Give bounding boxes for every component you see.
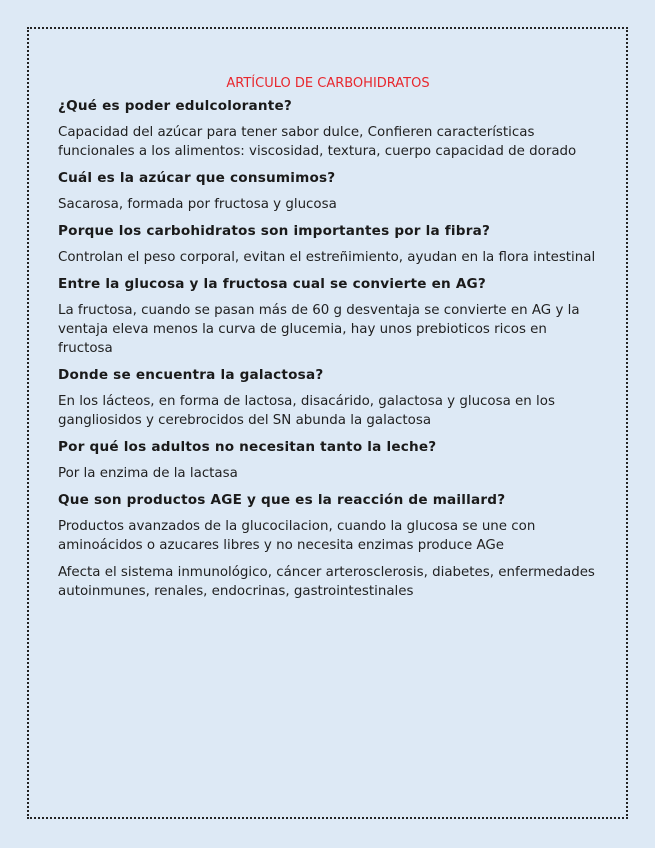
section-adults-milk: [58, 438, 598, 483]
question-heading: Entre la glucosa y la fructosa cual se convierte en AG?: [58, 276, 486, 292]
question-heading: Donde se encuentra la galactosa?: [58, 367, 324, 383]
question-heading: Porque los carbohidratos son importantes por la fibra?: [58, 223, 491, 239]
answer-paragraph: Controlan el peso corporal, evitan el estreñimiento, ayudan en la flora intestinal: [58, 250, 596, 265]
section-fiber-importance: [58, 222, 598, 267]
question-heading: Cuál es la azúcar que consumimos?: [58, 170, 336, 186]
section-galactose: [58, 366, 598, 430]
section-sweetening-power: [58, 97, 598, 161]
answer-paragraph: La fructosa, cuando se pasan más de 60 g desventaja se convierte en AG y la ventaja eleva menos la curva de glucemia, hay unos prebioticos ricos en fructosa: [58, 303, 580, 356]
answer-paragraph: Capacidad del azúcar para tener sabor dulce, Confieren características funcionales a los alimentos: viscosidad, textura, cuerpo capacidad de dorado: [58, 125, 577, 159]
answer-paragraph: Productos avanzados de la glucocilacion, cuando la glucosa se une con aminoácidos o azucares libres y no necesita enzimas produce AGe: [58, 519, 536, 553]
answer-paragraph: Afecta el sistema inmunológico, cáncer arterosclerosis, diabetes, enfermedades autoinmunes, renales, endocrinas, gastrointestinales: [58, 565, 595, 599]
question-heading: Que son productos AGE y que es la reacción de maillard?: [58, 492, 506, 508]
document-body: [58, 76, 598, 609]
section-age-maillard: [58, 491, 598, 601]
question-heading: ¿Qué es poder edulcolorante?: [58, 98, 293, 114]
answer-paragraph: En los lácteos, en forma de lactosa, disacárido, galactosa y glucosa en los gangliosidos y cerebrocidos del SN abunda la galactosa: [58, 394, 555, 428]
answer-paragraph: Por la enzima de la lactasa: [58, 466, 238, 481]
section-sugar-consumed: [58, 169, 598, 214]
answer-paragraph: Sacarosa, formada por fructosa y glucosa: [58, 197, 337, 212]
section-glucose-fructose: [58, 275, 598, 358]
question-heading: Por qué los adultos no necesitan tanto la leche?: [58, 439, 437, 455]
document-title: ARTÍCULO DE CARBOHIDRATOS: [226, 76, 430, 91]
